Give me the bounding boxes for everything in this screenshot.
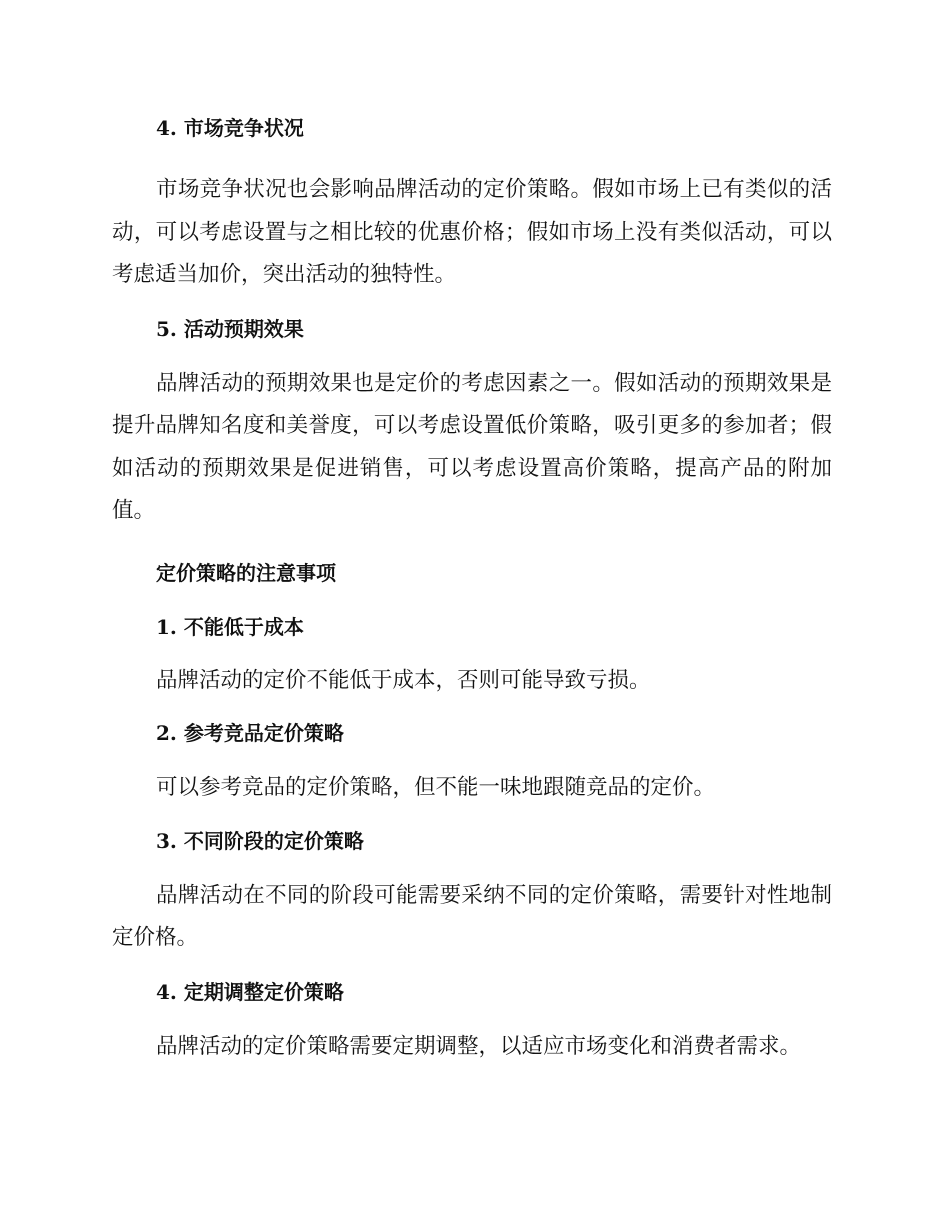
note-paragraph-stage-pricing: 品牌活动在不同的阶段可能需要采纳不同的定价策略，需要针对性地制定价格。 — [112, 882, 832, 950]
note-heading-stage-pricing: 3. 不同阶段的定价策略 — [156, 828, 364, 853]
section-paragraph-market-competition: 市场竞争状况也会影响品牌活动的定价策略。假如市场上已有类似的活动，可以考虑设置与之相比较的优惠价格；假如市场上没有类似活动，可以考虑适当加价，突出活动的独特性。 — [112, 177, 832, 287]
notes-title: 定价策略的注意事项 — [156, 560, 336, 585]
note-paragraph-not-below-cost: 品牌活动的定价不能低于成本，否则可能导致亏损。 — [156, 667, 651, 693]
note-heading-competitor-pricing: 2. 参考竞品定价策略 — [156, 721, 344, 745]
note-heading-periodic-adjustment: 4. 定期调整定价策略 — [156, 979, 344, 1004]
note-paragraph-periodic-adjustment: 品牌活动的定价策略需要定期调整，以适应市场变化和消费者需求。 — [156, 1033, 802, 1059]
note-paragraph-competitor-pricing: 可以参考竞品的定价策略，但不能一味地跟随竞品的定价。 — [156, 775, 716, 800]
note-heading-not-below-cost: 1. 不能低于成本 — [156, 614, 304, 639]
section-paragraph-expected-effect: 品牌活动的预期效果也是定价的考虑因素之一。假如活动的预期效果是提升品牌知名度和美誉度，可以考虑设置低价策略，吸引更多的参加者；假如活动的预期效果是促进销售，可以考虑设置高价策略，提高产品的附加值。 — [112, 370, 832, 523]
section-heading-expected-effect: 5. 活动预期效果 — [156, 316, 304, 341]
section-heading-market-competition: 4. 市场竞争状况 — [156, 116, 304, 140]
